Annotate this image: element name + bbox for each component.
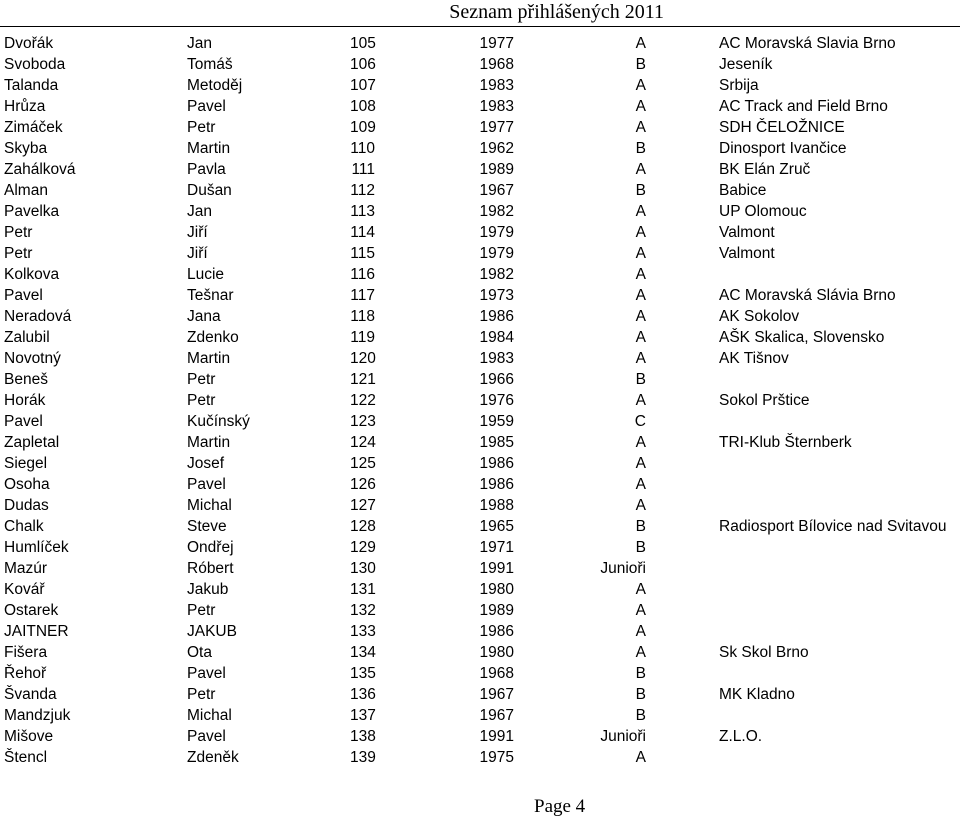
table-row (0, 243, 960, 264)
category-cell: A (635, 287, 646, 304)
first-name-cell: Metoděj (187, 77, 243, 94)
last-name-cell: Fišera (4, 644, 48, 661)
page-number: Page 4 (534, 796, 586, 817)
table-row (0, 642, 960, 663)
category-cell: A (635, 308, 646, 325)
last-name-cell: Chalk (4, 518, 44, 535)
birth-year-cell: 1967 (479, 182, 514, 199)
club-cell: TRI-Klub Šternberk (719, 434, 852, 451)
last-name-cell: Osoha (4, 476, 50, 493)
birth-year-cell: 1980 (479, 644, 514, 661)
start-number-cell: 114 (350, 224, 375, 241)
start-number-cell: 106 (350, 56, 376, 73)
birth-year-cell: 1967 (479, 707, 514, 724)
category-cell: A (635, 119, 646, 136)
last-name-cell: Humlíček (4, 539, 69, 556)
birth-year-cell: 1991 (479, 728, 514, 745)
category-cell: C (634, 413, 646, 430)
first-name-cell: Jan (187, 203, 212, 220)
category-cell: A (635, 434, 646, 451)
start-number-cell: 132 (350, 602, 376, 619)
start-number-cell: 108 (350, 98, 376, 115)
table-row (0, 726, 960, 747)
start-number-cell: 116 (350, 266, 375, 283)
table-row (0, 516, 960, 537)
start-number-cell: 138 (350, 728, 376, 745)
start-number-cell: 118 (350, 308, 375, 325)
first-name-cell: Steve (187, 518, 227, 535)
start-number-cell: 135 (350, 665, 376, 682)
last-name-cell: Petr (4, 245, 33, 262)
table-row (0, 369, 960, 390)
start-number-cell: 107 (350, 77, 376, 94)
birth-year-cell: 1965 (479, 518, 514, 535)
category-cell: A (635, 623, 646, 640)
last-name-cell: Dudas (4, 497, 49, 514)
category-cell: B (635, 371, 646, 388)
start-number-cell: 125 (350, 455, 376, 472)
club-cell: AC Moravská Slavia Brno (719, 35, 896, 52)
club-cell: SDH ČELOŽNICE (719, 119, 845, 136)
first-name-cell: Michal (187, 497, 232, 514)
category-cell: B (635, 707, 646, 724)
category-cell: B (635, 182, 646, 199)
category-cell: A (635, 476, 646, 493)
last-name-cell: Ostarek (4, 602, 59, 619)
start-number-cell: 117 (350, 287, 375, 304)
first-name-cell: Jakub (187, 581, 229, 598)
last-name-cell: Neradová (4, 308, 72, 325)
club-cell: AK Sokolov (719, 308, 800, 325)
start-number-cell: 131 (350, 581, 376, 598)
first-name-cell: Zdeněk (187, 749, 239, 766)
table-row (0, 558, 960, 579)
first-name-cell: Jan (187, 35, 212, 52)
category-cell: A (635, 455, 646, 472)
club-cell: Z.L.O. (719, 728, 763, 745)
birth-year-cell: 1967 (479, 686, 514, 703)
first-name-cell: JAKUB (187, 623, 237, 640)
table-row (0, 264, 960, 285)
table-row (0, 159, 960, 180)
club-cell: Valmont (719, 245, 775, 262)
table-row (0, 663, 960, 684)
first-name-cell: Petr (187, 602, 216, 619)
club-cell: Sk Skol Brno (719, 644, 809, 661)
club-cell: Jeseník (719, 56, 773, 73)
last-name-cell: Horák (4, 392, 46, 409)
first-name-cell: Martin (187, 434, 231, 451)
category-cell: B (635, 518, 646, 535)
table-row (0, 495, 960, 516)
first-name-cell: Tešnar (187, 287, 234, 304)
last-name-cell: Kolkova (4, 266, 60, 283)
club-cell: Valmont (719, 224, 775, 241)
category-cell: A (635, 203, 646, 220)
birth-year-cell: 1980 (479, 581, 514, 598)
start-number-cell: 124 (350, 434, 376, 451)
last-name-cell: Skyba (4, 140, 48, 157)
birth-year-cell: 1983 (479, 77, 514, 94)
birth-year-cell: 1982 (479, 266, 514, 283)
first-name-cell: Róbert (187, 560, 234, 577)
table-row (0, 201, 960, 222)
birth-year-cell: 1959 (479, 413, 514, 430)
start-number-cell: 113 (350, 203, 375, 220)
birth-year-cell: 1988 (479, 497, 514, 514)
birth-year-cell: 1989 (479, 161, 514, 178)
club-cell: AC Moravská Slávia Brno (719, 287, 896, 304)
last-name-cell: Mandzjuk (4, 707, 71, 724)
birth-year-cell: 1985 (479, 434, 514, 451)
category-cell: A (635, 266, 646, 283)
last-name-cell: Alman (4, 182, 48, 199)
last-name-cell: JAITNER (4, 623, 69, 640)
first-name-cell: Petr (187, 371, 216, 388)
first-name-cell: Kučínský (187, 413, 250, 430)
last-name-cell: Pavelka (4, 203, 60, 220)
birth-year-cell: 1968 (479, 56, 514, 73)
category-cell: A (635, 497, 646, 514)
table-row (0, 306, 960, 327)
start-number-cell: 119 (350, 329, 375, 346)
birth-year-cell: 1986 (479, 308, 514, 325)
birth-year-cell: 1986 (479, 623, 514, 640)
last-name-cell: Zahálková (4, 161, 76, 178)
table-row (0, 180, 960, 201)
start-number-cell: 109 (350, 119, 376, 136)
last-name-cell: Dvořák (4, 35, 54, 52)
category-cell: A (635, 602, 646, 619)
category-cell: A (635, 161, 646, 178)
first-name-cell: Martin (187, 140, 231, 157)
birth-year-cell: 1986 (479, 455, 514, 472)
start-number-cell: 115 (350, 245, 375, 262)
club-cell: Sokol Prštice (719, 392, 810, 409)
category-cell: A (635, 245, 646, 262)
table-row (0, 537, 960, 558)
club-cell: MK Kladno (719, 686, 795, 703)
last-name-cell: Štencl (4, 749, 48, 766)
first-name-cell: Ota (187, 644, 212, 661)
first-name-cell: Pavel (187, 98, 226, 115)
club-cell: BK Elán Zruč (719, 161, 811, 178)
birth-year-cell: 1971 (479, 539, 514, 556)
table-row (0, 453, 960, 474)
club-cell: Babice (719, 182, 767, 199)
category-cell: A (635, 644, 646, 661)
club-cell: Srbija (719, 77, 759, 94)
last-name-cell: Pavel (4, 413, 43, 430)
table-row (0, 54, 960, 75)
last-name-cell: Siegel (4, 455, 48, 472)
last-name-cell: Mazúr (4, 560, 48, 577)
last-name-cell: Novotný (4, 350, 61, 367)
header-divider (0, 26, 960, 27)
last-name-cell: Beneš (4, 371, 48, 388)
category-cell: Junioři (600, 728, 646, 745)
table-row (0, 75, 960, 96)
category-cell: A (635, 35, 646, 52)
first-name-cell: Ondřej (187, 539, 234, 556)
birth-year-cell: 1991 (479, 560, 514, 577)
first-name-cell: Jiří (187, 224, 208, 241)
start-number-cell: 105 (350, 35, 376, 52)
category-cell: B (635, 539, 646, 556)
table-row (0, 33, 960, 54)
registrants-table (0, 33, 960, 768)
club-cell: UP Olomouc (719, 203, 807, 220)
table-row (0, 621, 960, 642)
birth-year-cell: 1984 (479, 329, 514, 346)
club-cell: Radiosport Bílovice nad Svitavou (719, 518, 947, 535)
first-name-cell: Michal (187, 707, 232, 724)
start-number-cell: 111 (351, 161, 375, 178)
category-cell: A (635, 392, 646, 409)
category-cell: B (635, 56, 646, 73)
birth-year-cell: 1983 (479, 98, 514, 115)
first-name-cell: Martin (187, 350, 231, 367)
first-name-cell: Lucie (187, 266, 225, 283)
table-row (0, 390, 960, 411)
start-number-cell: 133 (350, 623, 376, 640)
last-name-cell: Mišove (4, 728, 54, 745)
category-cell: A (635, 350, 646, 367)
table-row (0, 117, 960, 138)
birth-year-cell: 1979 (479, 245, 514, 262)
last-name-cell: Kovář (4, 581, 45, 598)
first-name-cell: Pavel (187, 476, 226, 493)
last-name-cell: Zapletal (4, 434, 60, 451)
birth-year-cell: 1982 (479, 203, 514, 220)
club-cell: AŠK Skalica, Slovensko (719, 329, 885, 346)
birth-year-cell: 1962 (479, 140, 514, 157)
first-name-cell: Petr (187, 119, 216, 136)
birth-year-cell: 1989 (479, 602, 514, 619)
table-row (0, 579, 960, 600)
birth-year-cell: 1966 (479, 371, 514, 388)
first-name-cell: Pavla (187, 161, 226, 178)
club-cell: AK Tišnov (719, 350, 789, 367)
first-name-cell: Pavel (187, 728, 226, 745)
start-number-cell: 130 (350, 560, 376, 577)
birth-year-cell: 1976 (479, 392, 514, 409)
start-number-cell: 128 (350, 518, 376, 535)
category-cell: A (635, 581, 646, 598)
last-name-cell: Hrůza (4, 98, 46, 115)
first-name-cell: Petr (187, 392, 216, 409)
last-name-cell: Zimáček (4, 119, 63, 136)
last-name-cell: Petr (4, 224, 33, 241)
table-row (0, 432, 960, 453)
birth-year-cell: 1979 (479, 224, 514, 241)
table-row (0, 747, 960, 768)
category-cell: Junioři (600, 560, 646, 577)
table-row (0, 327, 960, 348)
start-number-cell: 134 (350, 644, 376, 661)
last-name-cell: Švanda (4, 686, 57, 703)
first-name-cell: Petr (187, 686, 216, 703)
last-name-cell: Talanda (4, 77, 59, 94)
start-number-cell: 126 (350, 476, 376, 493)
category-cell: A (635, 224, 646, 241)
start-number-cell: 136 (350, 686, 376, 703)
birth-year-cell: 1975 (479, 749, 514, 766)
table-row (0, 138, 960, 159)
start-number-cell: 129 (350, 539, 376, 556)
table-row (0, 285, 960, 306)
birth-year-cell: 1977 (479, 35, 514, 52)
start-number-cell: 110 (350, 140, 375, 157)
first-name-cell: Jiří (187, 245, 208, 262)
birth-year-cell: 1968 (479, 665, 514, 682)
first-name-cell: Dušan (187, 182, 232, 199)
category-cell: A (635, 749, 646, 766)
table-row (0, 222, 960, 243)
first-name-cell: Zdenko (187, 329, 239, 346)
start-number-cell: 122 (350, 392, 376, 409)
page-header-title: Seznam přihlášených 2011 (449, 1, 664, 23)
table-row (0, 705, 960, 726)
last-name-cell: Řehoř (4, 665, 47, 682)
table-row (0, 474, 960, 495)
start-number-cell: 127 (350, 497, 376, 514)
birth-year-cell: 1977 (479, 119, 514, 136)
first-name-cell: Jana (187, 308, 221, 325)
start-number-cell: 112 (350, 182, 375, 199)
last-name-cell: Svoboda (4, 56, 66, 73)
table-row (0, 411, 960, 432)
category-cell: B (635, 140, 646, 157)
start-number-cell: 123 (350, 413, 376, 430)
first-name-cell: Tomáš (187, 56, 233, 73)
table-row (0, 348, 960, 369)
start-number-cell: 120 (350, 350, 376, 367)
birth-year-cell: 1986 (479, 476, 514, 493)
first-name-cell: Pavel (187, 665, 226, 682)
club-cell: Dinosport Ivančice (719, 140, 847, 157)
last-name-cell: Zalubil (4, 329, 50, 346)
first-name-cell: Josef (187, 455, 225, 472)
birth-year-cell: 1983 (479, 350, 514, 367)
last-name-cell: Pavel (4, 287, 43, 304)
start-number-cell: 121 (350, 371, 376, 388)
start-number-cell: 137 (350, 707, 376, 724)
category-cell: A (635, 77, 646, 94)
birth-year-cell: 1973 (479, 287, 514, 304)
club-cell: AC Track and Field Brno (719, 98, 888, 115)
category-cell: B (635, 686, 646, 703)
category-cell: A (635, 329, 646, 346)
start-number-cell: 139 (350, 749, 376, 766)
category-cell: B (635, 665, 646, 682)
category-cell: A (635, 98, 646, 115)
table-row (0, 96, 960, 117)
table-row (0, 684, 960, 705)
table-row (0, 600, 960, 621)
